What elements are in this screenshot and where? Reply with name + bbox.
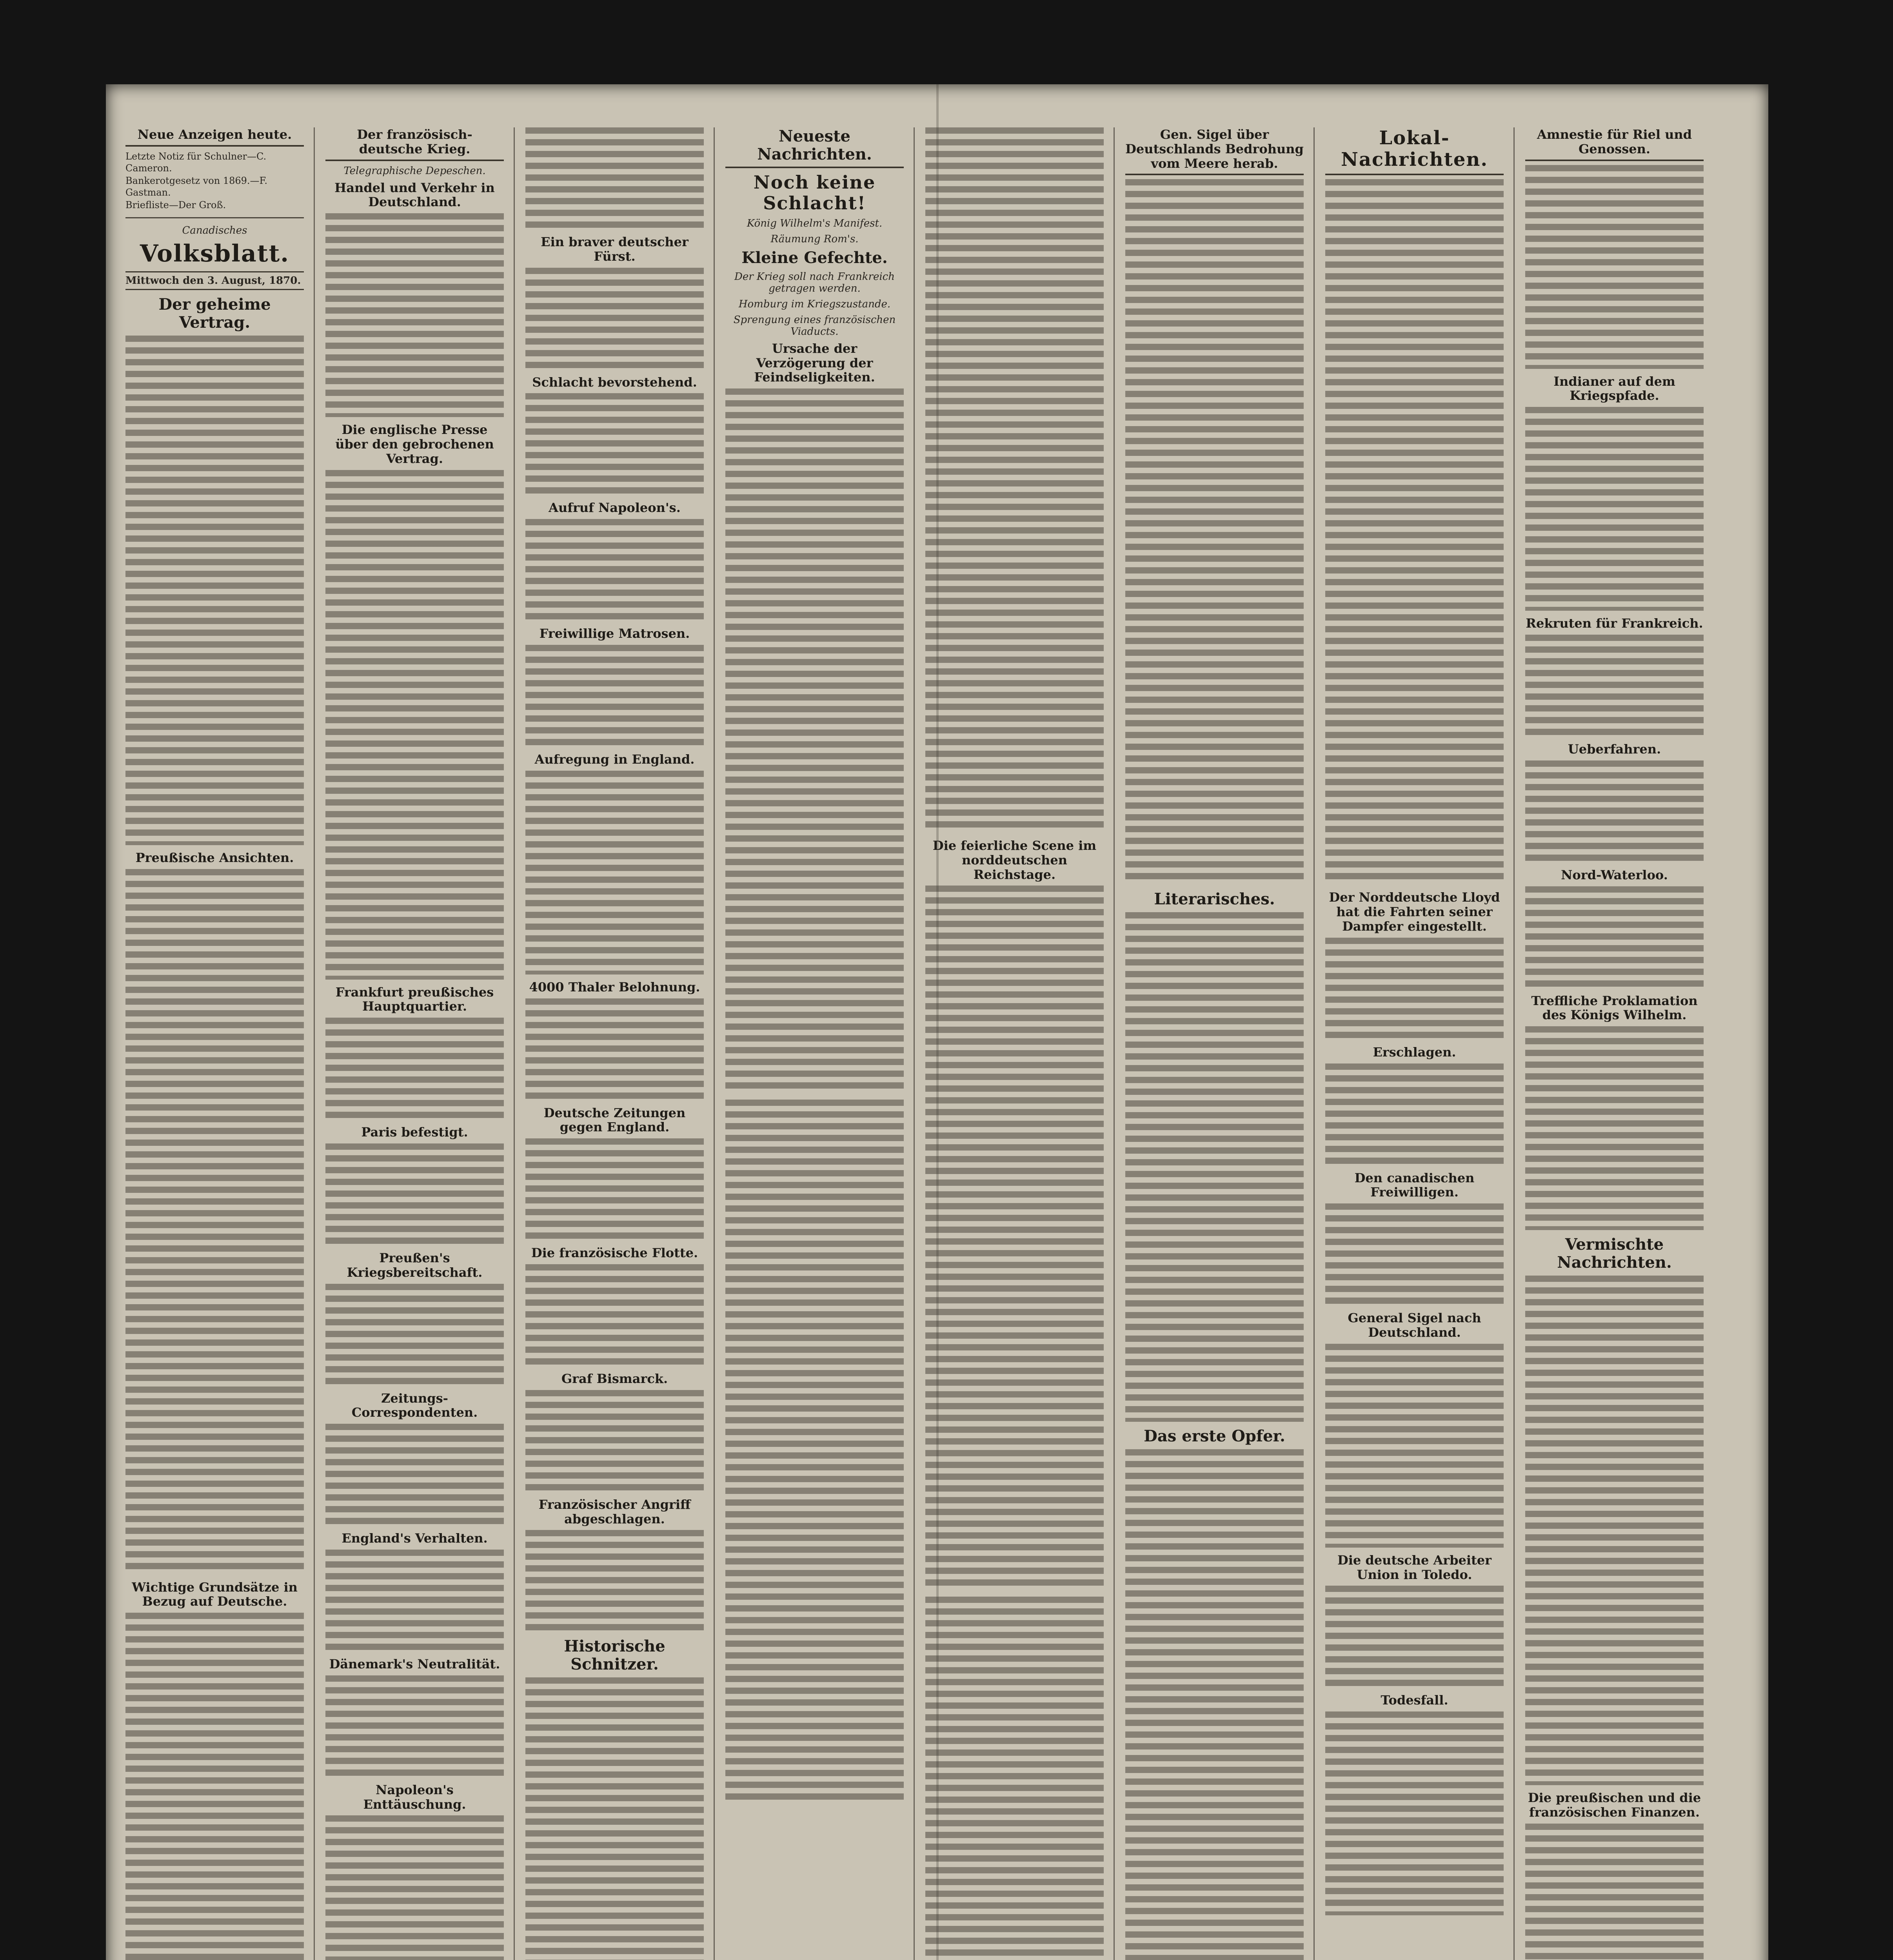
article-text bbox=[525, 771, 704, 975]
article-text bbox=[325, 1284, 504, 1386]
article-text bbox=[525, 1677, 704, 1960]
column-rule bbox=[914, 127, 915, 1960]
article-heading: Handel und Verkehr in Deutschland. bbox=[334, 180, 495, 210]
article-heading: Napoleon's Enttäuschung. bbox=[363, 1782, 466, 1812]
article-heading: Historische Schnitzer. bbox=[564, 1637, 665, 1674]
article-heading: Ueberfahren. bbox=[1568, 741, 1661, 757]
article-heading: Graf Bismarck. bbox=[561, 1371, 668, 1386]
article-text bbox=[925, 127, 1104, 833]
article-text bbox=[1325, 1063, 1504, 1165]
article-heading: Rekruten für Frankreich. bbox=[1526, 616, 1703, 631]
article-heading: Aufruf Napoleon's. bbox=[549, 500, 681, 515]
article-heading: Der französisch-deutsche Krieg. bbox=[325, 127, 504, 161]
article-text bbox=[1525, 635, 1704, 737]
article-heading: Wichtige Grundsätze in Bezug auf Deutsche. bbox=[132, 1579, 298, 1609]
column-rule bbox=[314, 127, 315, 1960]
article-heading: General Sigel nach Deutschland. bbox=[1348, 1310, 1481, 1340]
article-heading: Freiwillige Matrosen. bbox=[539, 626, 690, 641]
article-heading: Ein braver deutscher Fürst. bbox=[541, 234, 689, 264]
article-text bbox=[325, 213, 504, 417]
article-heading: Preußische Ansichten. bbox=[135, 850, 294, 865]
column-rule bbox=[1114, 127, 1115, 1960]
article-heading: Vermischte Nachrichten. bbox=[1557, 1235, 1672, 1272]
article-text bbox=[525, 393, 704, 495]
subheading: Sprengung eines französischen Viaducts. bbox=[733, 314, 896, 338]
new-ads-line: Briefliste—Der Groß. bbox=[125, 199, 226, 211]
article-text bbox=[525, 645, 704, 747]
article-text bbox=[1125, 179, 1304, 885]
article-heading: Gen. Sigel über Deutschlands Bedrohung vom Meere herab. bbox=[1125, 127, 1304, 175]
article-text bbox=[525, 1138, 704, 1240]
article-heading: Die französische Flotte. bbox=[531, 1245, 698, 1261]
column-rule bbox=[514, 127, 515, 1960]
article-text bbox=[1325, 1344, 1504, 1548]
article-heading: Lokal-Nachrichten. bbox=[1325, 127, 1504, 175]
article-text bbox=[325, 1143, 504, 1245]
column-3 bbox=[525, 127, 704, 1960]
column-rule bbox=[1513, 127, 1515, 1960]
column-5 bbox=[925, 127, 1104, 1960]
article-text bbox=[1525, 1026, 1704, 1230]
column-rule bbox=[714, 127, 715, 1960]
article-text bbox=[1325, 1586, 1504, 1688]
article-heading: Aufregung in England. bbox=[534, 751, 695, 767]
masthead: Volksblatt. bbox=[140, 240, 290, 267]
article-text bbox=[1525, 1276, 1704, 1785]
article-text bbox=[525, 519, 704, 621]
article-text bbox=[1525, 886, 1704, 988]
column-7 bbox=[1325, 127, 1504, 1960]
article-heading: Frankfurt preußisches Hauptquartier. bbox=[335, 984, 494, 1014]
article-heading: Neueste Nachrichten. bbox=[725, 127, 904, 168]
article-text bbox=[525, 998, 704, 1100]
article-text bbox=[325, 1550, 504, 1651]
article-text bbox=[125, 869, 304, 1575]
article-heading: Zeitungs-Correspondenten. bbox=[351, 1390, 478, 1420]
article-heading: Die deutsche Arbeiter Union in Toledo. bbox=[1337, 1552, 1492, 1582]
article-text bbox=[525, 127, 704, 229]
article-heading: Schlacht bevorstehend. bbox=[532, 374, 697, 390]
article-text bbox=[1525, 1824, 1704, 1960]
paper-name-small: Canadisches bbox=[182, 224, 247, 236]
article-text bbox=[725, 388, 904, 1094]
article-heading: Paris befestigt. bbox=[361, 1125, 468, 1140]
subheading: Der Krieg soll nach Frankreich getragen werden. bbox=[734, 270, 895, 294]
article-text bbox=[525, 1264, 704, 1366]
article-heading: Indianer auf dem Kriegspfade. bbox=[1553, 374, 1675, 403]
article-text bbox=[1525, 760, 1704, 862]
article-heading: Nord-Waterloo. bbox=[1561, 867, 1668, 882]
article-text bbox=[925, 886, 1104, 1591]
article-heading: Ursache der Verzögerung der Feindseligkeiten. bbox=[754, 341, 875, 385]
article-heading: Dänemark's Neutralität. bbox=[329, 1656, 500, 1671]
headline: Noch keine Schlacht! bbox=[753, 172, 876, 214]
article-text bbox=[1325, 179, 1504, 885]
article-heading: Die preußischen und die französischen Finanzen. bbox=[1528, 1790, 1701, 1820]
subheading: Telegraphische Depeschen. bbox=[343, 165, 486, 177]
article-text bbox=[325, 470, 504, 980]
article-text bbox=[325, 1018, 504, 1120]
article-heading: Literarisches. bbox=[1154, 890, 1275, 909]
column-rule bbox=[1313, 127, 1315, 1960]
subheading: Homburg im Kriegszustande. bbox=[738, 298, 891, 310]
subheading: Räumung Rom's. bbox=[770, 233, 859, 245]
column-1 bbox=[125, 127, 304, 1960]
article-text bbox=[525, 1390, 704, 1492]
article-heading: Kleine Gefechte. bbox=[741, 248, 888, 267]
article-text bbox=[1525, 407, 1704, 611]
article-heading: Der geheime Vertrag. bbox=[158, 295, 271, 332]
article-text bbox=[325, 1815, 504, 1960]
article-text bbox=[525, 268, 704, 370]
newspaper-page bbox=[106, 84, 1768, 1960]
article-heading: Todesfall. bbox=[1381, 1693, 1448, 1708]
article-heading: Den canadischen Freiwilligen. bbox=[1354, 1170, 1475, 1200]
article-heading: 4000 Thaler Belohnung. bbox=[529, 979, 700, 995]
new-ads-line: Bankerotgesetz von 1869.—F. Gastman. bbox=[125, 175, 268, 198]
article-text bbox=[725, 1100, 904, 1805]
article-text bbox=[925, 1597, 1104, 1960]
article-heading: Erschlagen. bbox=[1373, 1044, 1456, 1060]
divider bbox=[125, 217, 304, 218]
article-heading: Deutsche Zeitungen gegen England. bbox=[543, 1105, 686, 1135]
article-text bbox=[325, 1675, 504, 1777]
article-text bbox=[1325, 1203, 1504, 1305]
column-4 bbox=[725, 127, 904, 1960]
article-text bbox=[325, 1424, 504, 1526]
article-heading: Französischer Angriff abgeschlagen. bbox=[538, 1497, 691, 1526]
article-text bbox=[1525, 165, 1704, 369]
article-text bbox=[1325, 1711, 1504, 1915]
article-text bbox=[1125, 912, 1304, 1422]
article-heading: Die feierliche Scene im norddeutschen Reichstage. bbox=[932, 838, 1097, 882]
article-text bbox=[1325, 938, 1504, 1040]
article-heading: Die englische Presse über den gebrochenen Vertrag. bbox=[335, 422, 494, 466]
column-2 bbox=[325, 127, 504, 1960]
article-heading: Treffliche Proklamation des Königs Wilhelm. bbox=[1531, 993, 1698, 1023]
article-heading: England's Verhalten. bbox=[342, 1531, 488, 1546]
article-heading: Amnestie für Riel und Genossen. bbox=[1525, 127, 1704, 161]
article-text bbox=[1125, 1449, 1304, 1960]
article-text bbox=[525, 1530, 704, 1632]
subheading: König Wilhelm's Manifest. bbox=[747, 217, 883, 229]
article-text bbox=[125, 1613, 304, 1960]
article-text bbox=[125, 336, 304, 845]
column-6 bbox=[1125, 127, 1304, 1960]
article-heading: Das erste Opfer. bbox=[1144, 1427, 1285, 1446]
new-ads-line: Letzte Notiz für Schulner—C. Cameron. bbox=[125, 151, 267, 174]
column-8 bbox=[1525, 127, 1704, 1960]
issue-date: Mittwoch den 3. August, 1870. bbox=[125, 271, 304, 290]
article-heading: Preußen's Kriegsbereitschaft. bbox=[347, 1250, 483, 1280]
article-heading: Der Norddeutsche Lloyd hat die Fahrten seiner Dampfer eingestellt. bbox=[1329, 890, 1500, 934]
new-ads-heading: Neue Anzeigen heute. bbox=[125, 127, 304, 147]
